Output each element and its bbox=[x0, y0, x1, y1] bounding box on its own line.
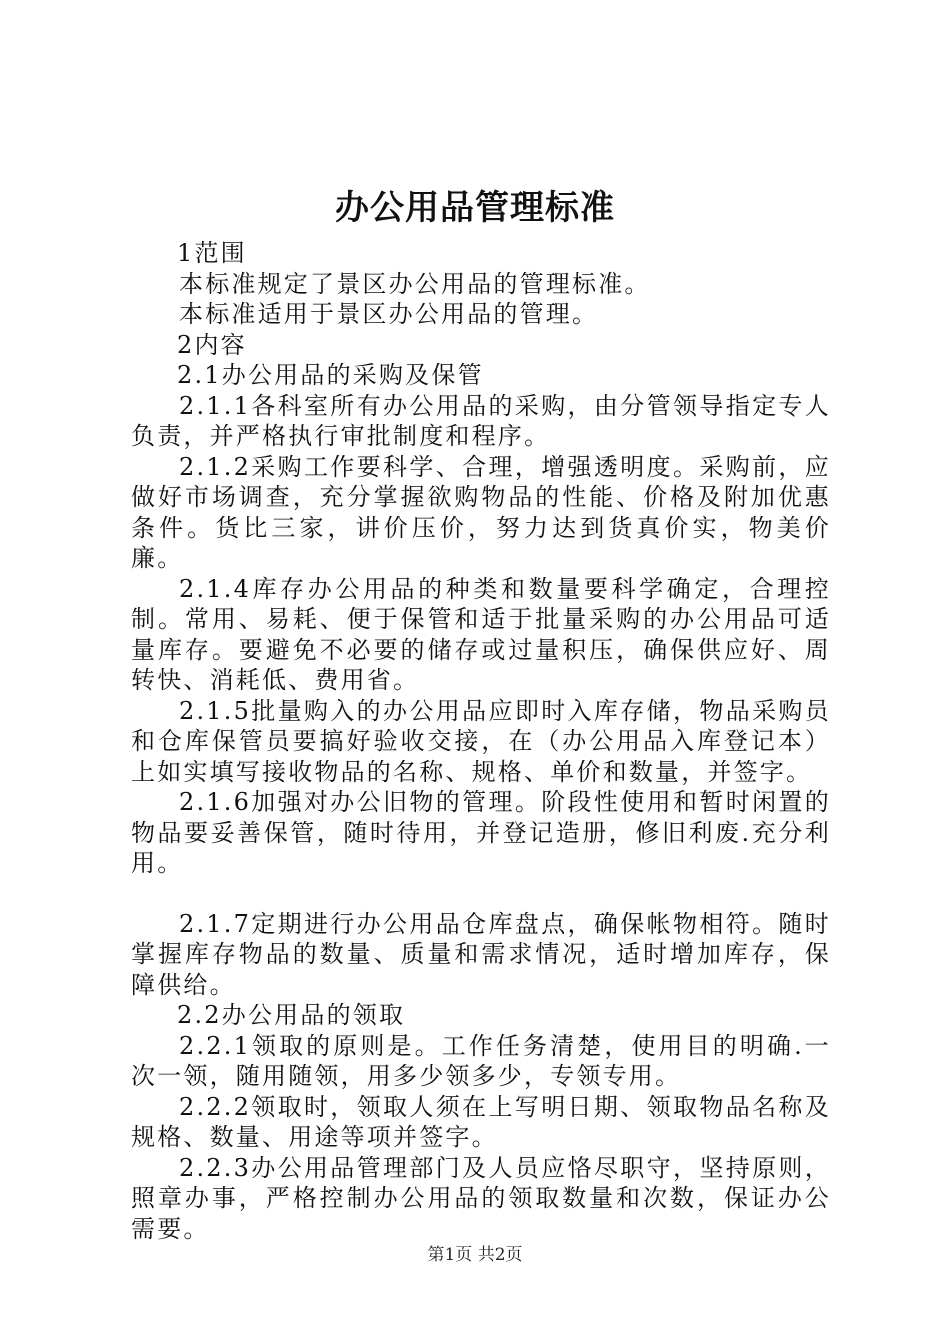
paragraph: 2.2.3办公用品管理部门及人员应恪尽职守，坚持原则，照章办事，严格控制办公用品的领取数量和次数，保证办公需要。 bbox=[131, 1153, 831, 1243]
subsection-heading: 2.2办公用品的领取 bbox=[177, 1001, 406, 1029]
paragraph: 本标准规定了景区办公用品的管理标准。 bbox=[179, 269, 651, 298]
section-heading: 1范围 bbox=[177, 239, 247, 267]
paragraph: 2.1.2采购工作要科学、合理，增强透明度。采购前，应做好市场调查，充分掌握欲购物品的性能、价格及附加优惠条件。货比三家，讲价压价，努力达到货真价实，物美价廉。 bbox=[131, 452, 831, 572]
document-title: 办公用品管理标准 bbox=[335, 188, 615, 228]
paragraph: 2.2.2领取时，领取人须在上写明日期、领取物品名称及规格、数量、用途等项并签字。 bbox=[131, 1092, 831, 1151]
paragraph: 2.1.4库存办公用品的种类和数量要科学确定，合理控制。常用、易耗、便于保管和适于批量采购的办公用品可适量库存。要避免不必要的储存或过量积压，确保供应好、周转快、消耗低、费用省。 bbox=[131, 574, 831, 694]
document-body bbox=[131, 238, 831, 1244]
section-heading: 2内容 bbox=[177, 330, 247, 359]
subsection-heading: 2.1办公用品的采购及保管 bbox=[177, 361, 484, 389]
paragraph: 2.2.1领取的原则是。工作任务清楚，使用目的明确.一次一领，随用随领，用多少领多少，专领专用。 bbox=[131, 1031, 831, 1090]
paragraph: 2.1.5批量购入的办公用品应即时入库存储，物品采购员和仓库保管员要搞好验收交接，在（办公用品入库登记本）上如实填写接收物品的名称、规格、单价和数量，并签字。 bbox=[131, 696, 831, 786]
paragraph: 2.1.7定期进行办公用品仓库盘点，确保帐物相符。随时掌握库存物品的数量、质量和需求情况，适时增加库存，保障供给。 bbox=[131, 909, 831, 999]
paragraph: 2.1.1各科室所有办公用品的采购，由分管领导指定专人负责，并严格执行审批制度和程序。 bbox=[131, 391, 831, 450]
paragraph: 2.1.6加强对办公旧物的管理。阶段性使用和暂时闲置的物品要妥善保管，随时待用，并登记造册，修旧利废.充分利用。 bbox=[131, 788, 831, 877]
page-number-footer: 第1页 共2页 bbox=[427, 1245, 523, 1265]
paragraph: 本标准适用于景区办公用品的管理。 bbox=[179, 300, 599, 328]
paragraph-spacer bbox=[131, 879, 831, 909]
